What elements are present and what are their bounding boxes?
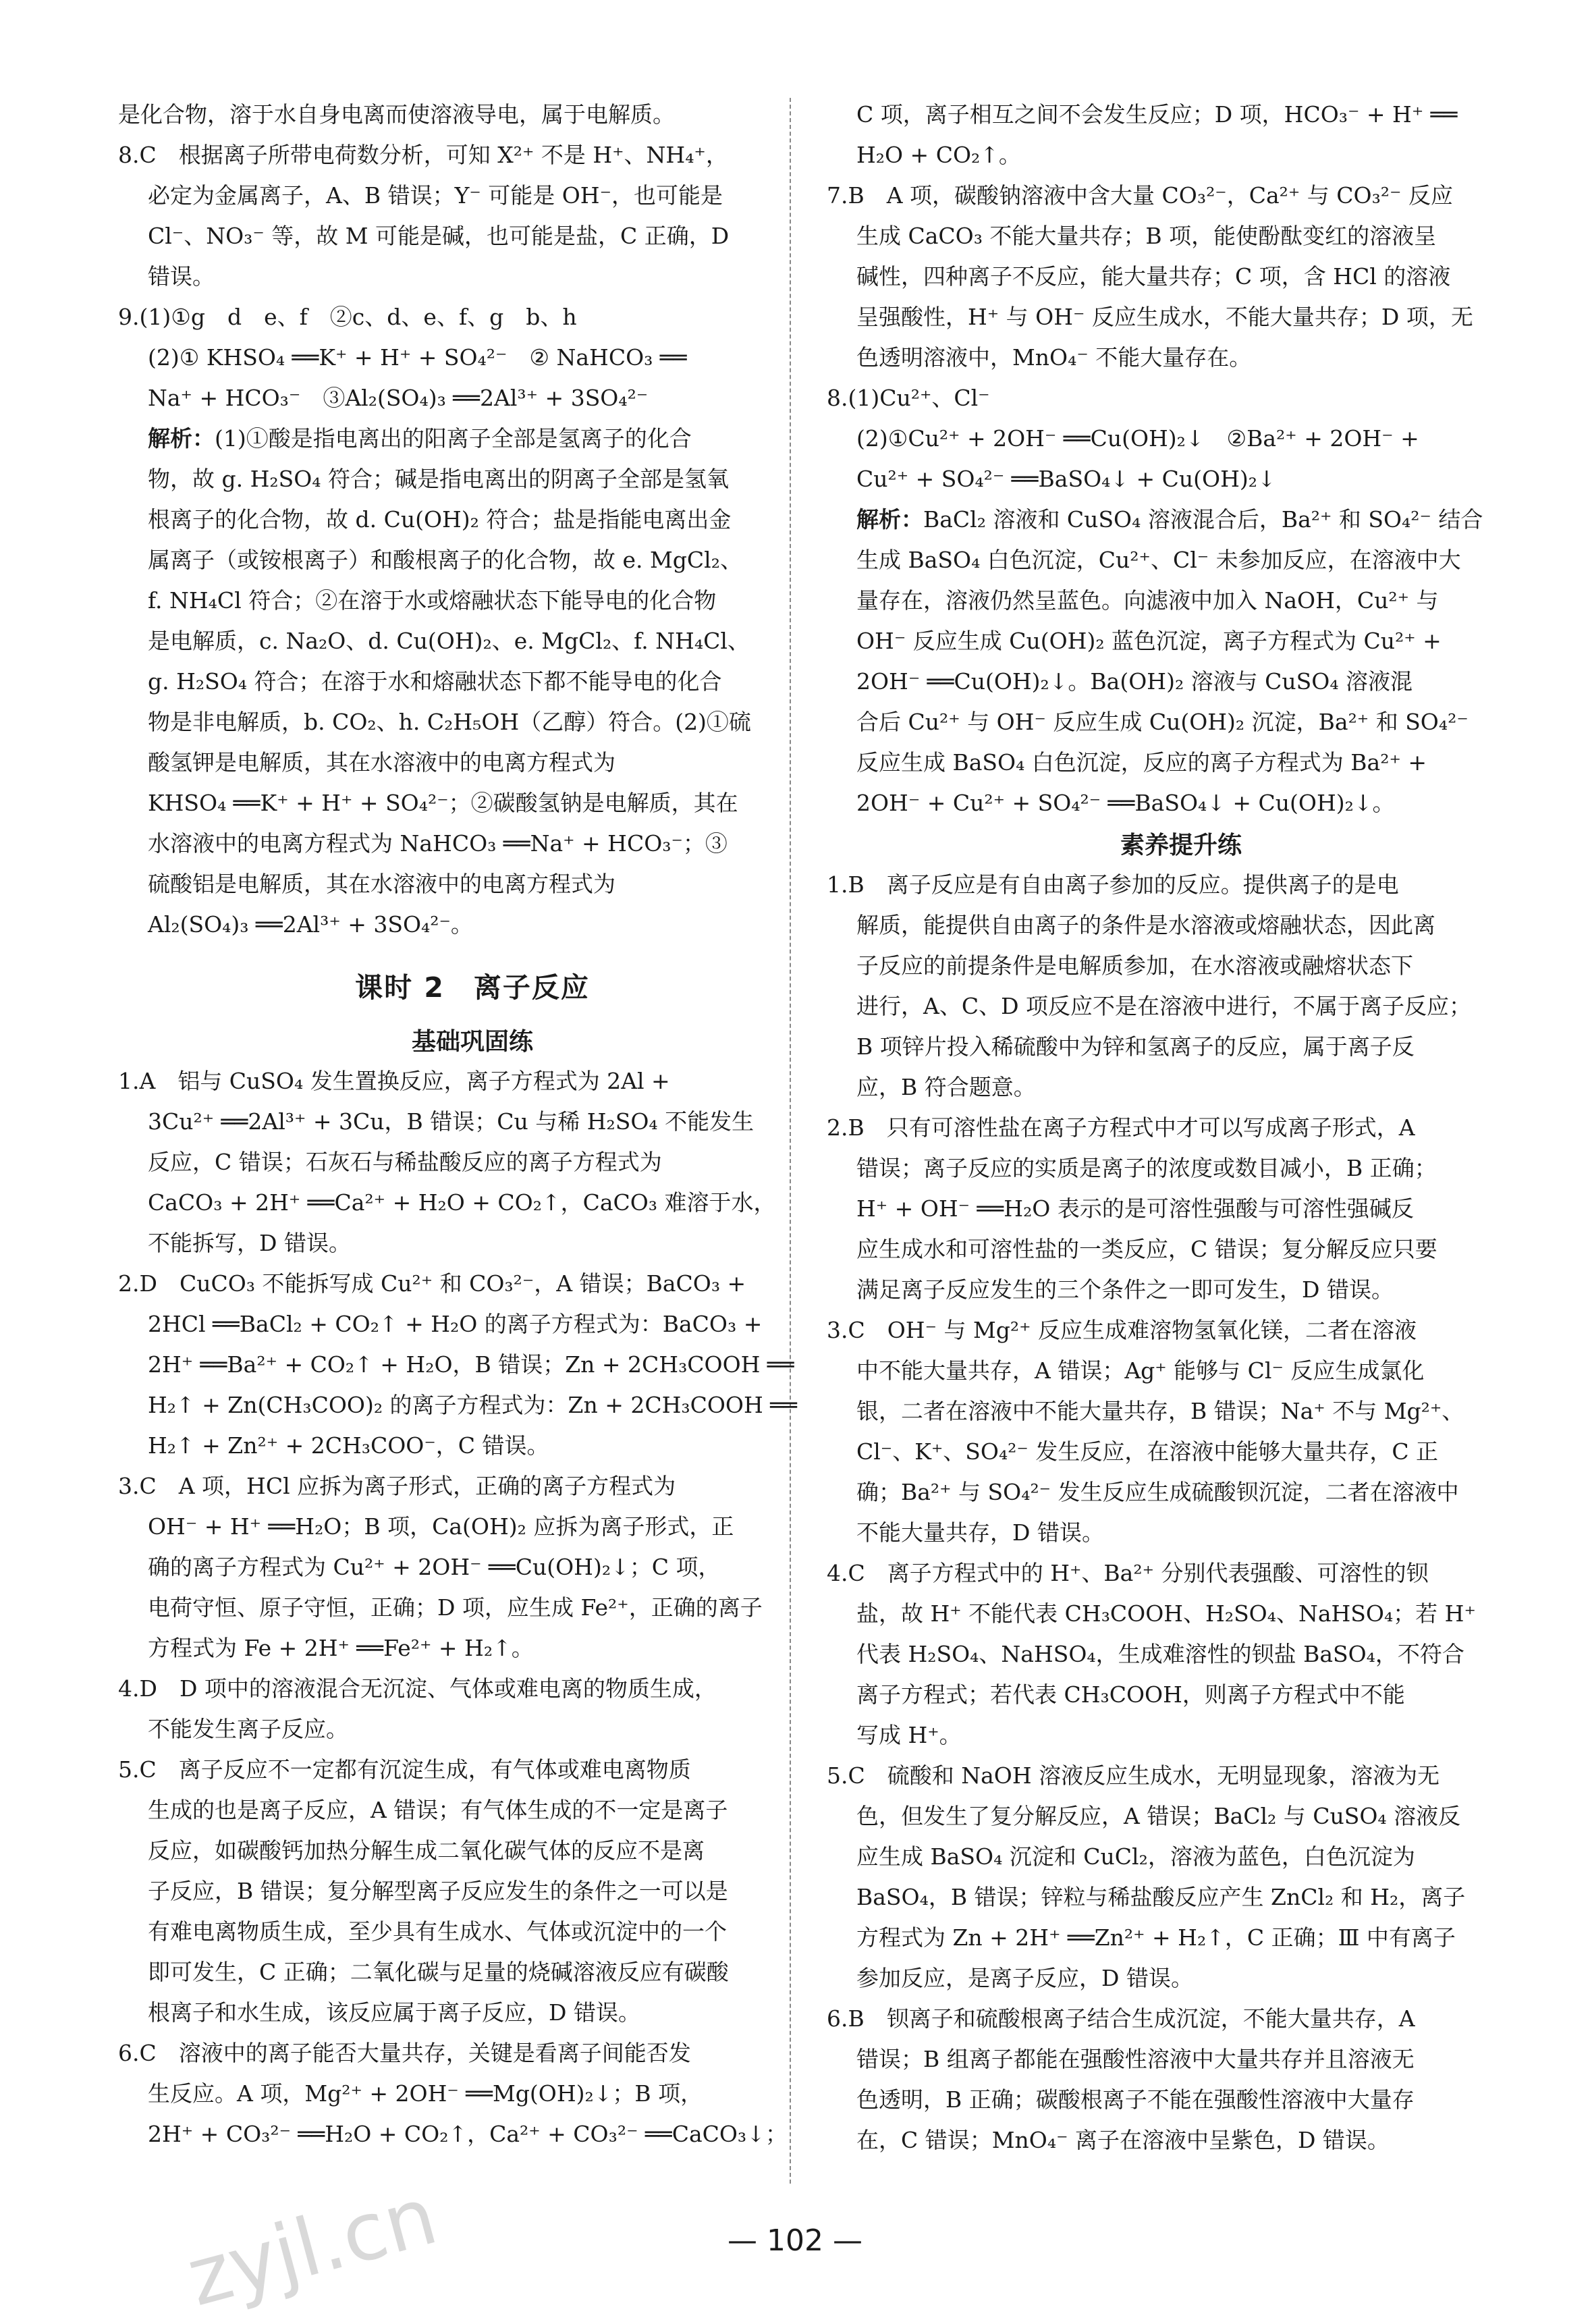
answer-line: 错误；离子反应的实质是离子的浓度或数目减小，B 正确； — [856, 1155, 1437, 1181]
analysis-line: OH⁻ 反应生成 Cu(OH)₂ 蓝色沉淀，离子方程式为 Cu²⁺ + — [856, 628, 1442, 654]
answer-line: 3.C A 项，HCl 应拆为离子形式，正确的离子方程式为 — [118, 1473, 676, 1499]
section-title-basic: 基础巩固练 — [411, 1028, 533, 1056]
answer-line: 应，B 符合题意。 — [856, 1074, 1036, 1100]
answer-line: Cl⁻、K⁺、SO₄²⁻ 发生反应，在溶液中能够大量共存，C 正 — [856, 1438, 1439, 1465]
answer-line: 2.D CuCO₃ 不能拆写成 Cu²⁺ 和 CO₃²⁻，A 错误；BaCO₃ + — [118, 1270, 746, 1297]
analysis-line: g. H₂SO₄ 符合；在溶于水和熔融状态下都不能导电的化合 — [148, 668, 722, 695]
answer-line: OH⁻ + H⁺ ══H₂O；B 项，Ca(OH)₂ 应拆为离子形式，正 — [148, 1513, 734, 1540]
answer-line: 应生成 BaSO₄ 沉淀和 CuCl₂，溶液为蓝色，白色沉淀为 — [856, 1843, 1415, 1870]
answer-line: 6.B 钡离子和硫酸根离子结合生成沉淀，不能大量共存，A — [827, 2005, 1415, 2032]
analysis-line: 2OH⁻ + Cu²⁺ + SO₄²⁻ ══BaSO₄↓ + Cu(OH)₂↓。 — [856, 790, 1395, 816]
analysis-text: (1)①酸是指电离出的阳离子全部是氢离子的化合 — [215, 425, 692, 452]
analysis-line: 反应生成 BaSO₄ 白色沉淀，反应的离子方程式为 Ba²⁺ + — [856, 749, 1427, 776]
answer-line: 即可发生，C 正确；二氧化碳与足量的烧碱溶液反应有碳酸 — [148, 1959, 729, 1985]
answer-line: 银，二者在溶液中不能大量共存，B 错误；Na⁺ 不与 Mg²⁺、 — [856, 1398, 1464, 1424]
answer-6-continued — [827, 94, 1535, 175]
answer-1 — [118, 1061, 827, 1264]
answer-line: Cl⁻、NO₃⁻ 等，故 M 可能是碱，也可能是盐，C 正确，D — [148, 223, 730, 249]
answer-line: 方程式为 Fe + 2H⁺ ══Fe²⁺ + H₂↑。 — [148, 1635, 534, 1661]
answer-line: 8.(1)Cu²⁺、Cl⁻ — [827, 385, 990, 411]
answer-line: 不能拆写，D 错误。 — [148, 1230, 351, 1256]
answer-line: 方程式为 Zn + 2H⁺ ══Zn²⁺ + H₂↑，C 正确；Ⅲ 中有离子 — [856, 1924, 1456, 1951]
answer-line: 色，但发生了复分解反应，A 错误；BaCl₂ 与 CuSO₄ 溶液反 — [856, 1803, 1461, 1829]
answer-line: 参加反应，是离子反应，D 错误。 — [856, 1965, 1193, 1991]
answer-line: 错误；B 组离子都能在强酸性溶液中大量共存并且溶液无 — [856, 2046, 1415, 2072]
answer-line: H₂O + CO₂↑。 — [856, 142, 1021, 168]
analysis-line: f. NH₄Cl 符合；②在溶于水或熔融状态下能导电的化合物 — [148, 587, 717, 614]
answer-line: B 项锌片投入稀硫酸中为锌和氢离子的反应，属于离子反 — [856, 1033, 1415, 1060]
analysis-line: 是电解质，c. Na₂O、d. Cu(OH)₂、e. MgCl₂、f. NH₄Cl、 — [148, 628, 750, 654]
answer-line: 确；Ba²⁺ 与 SO₄²⁻ 发生反应生成硫酸钡沉淀，二者在溶液中 — [856, 1479, 1459, 1505]
answer-line: H⁺ + OH⁻ ══H₂O 表示的是可溶性强酸与可溶性强碱反 — [856, 1195, 1414, 1222]
answer-line: 代表 H₂SO₄、NaHSO₄，生成难溶性的钡盐 BaSO₄，不符合 — [856, 1641, 1464, 1667]
answer-b4 — [827, 1553, 1535, 1756]
answer-b5 — [827, 1756, 1535, 1999]
analysis-line: 合后 Cu²⁺ 与 OH⁻ 反应生成 Cu(OH)₂ 沉淀，Ba²⁺ 和 SO₄²⁻ — [856, 709, 1469, 735]
answer-8-right — [827, 378, 1535, 823]
answer-line: 8.C 根据离子所带电荷数分析，可知 X²⁺ 不是 H⁺、NH₄⁺， — [118, 142, 728, 168]
analysis-line: 水溶液中的电离方程式为 NaHCO₃ ══Na⁺ + HCO₃⁻；③ — [148, 830, 728, 857]
answer-line: Na⁺ + HCO₃⁻ ③Al₂(SO₄)₃ ══2Al³⁺ + 3SO₄²⁻ — [148, 385, 649, 411]
answer-line: 有难电离物质生成，至少具有生成水、气体或沉淀中的一个 — [148, 1918, 727, 1945]
answer-line: 生反应。A 项，Mg²⁺ + 2OH⁻ ══Mg(OH)₂↓；B 项， — [148, 2080, 703, 2107]
answer-line: 进行，A、C、D 项反应不是在溶液中进行，不属于离子反应； — [856, 993, 1472, 1019]
answer-3 — [118, 1466, 827, 1669]
analysis-label: 解析： — [148, 425, 215, 452]
analysis-line — [827, 499, 1535, 540]
answer-line: H₂↑ + Zn(CH₃COO)₂ 的离子方程式为：Zn + 2CH₃COOH ══ — [148, 1392, 797, 1418]
analysis-line: KHSO₄ ══K⁺ + H⁺ + SO₄²⁻；②碳酸氢钠是电解质，其在 — [148, 790, 738, 816]
answer-5 — [118, 1750, 827, 2033]
answer-line: (2)① KHSO₄ ══K⁺ + H⁺ + SO₄²⁻ ② NaHCO₃ ══ — [148, 344, 687, 371]
answer-line: 色透明溶液中，MnO₄⁻ 不能大量存在。 — [856, 344, 1252, 371]
answer-line: 电荷守恒、原子守恒，正确；D 项，应生成 Fe²⁺，正确的离子 — [148, 1594, 763, 1621]
answer-b3 — [827, 1310, 1535, 1553]
answer-line: 1.A 铝与 CuSO₄ 发生置换反应，离子方程式为 2Al + — [118, 1068, 670, 1094]
analysis-label: 解析： — [856, 506, 923, 533]
analysis-text: BaCl₂ 溶液和 CuSO₄ 溶液混合后，Ba²⁺ 和 SO₄²⁻ 结合 — [923, 506, 1483, 533]
analysis-line: 物，故 g. H₂SO₄ 符合；碱是指电离出的阴离子全部是氢氧 — [148, 466, 729, 492]
answer-b6 — [827, 1999, 1535, 2161]
answer-line: 2.B 只有可溶性盐在离子方程式中才可以写成离子形式，A — [827, 1114, 1415, 1141]
analysis-line: 根离子的化合物，故 d. Cu(OH)₂ 符合；盐是指能电离出金 — [148, 506, 732, 533]
answer-line: 5.C 离子反应不一定都有沉淀生成，有气体或难电离物质 — [118, 1756, 691, 1783]
answer-line: 必定为金属离子，A、B 错误；Y⁻ 可能是 OH⁻，也可能是 — [148, 182, 723, 209]
analysis-line: 生成 BaSO₄ 白色沉淀，Cu²⁺、Cl⁻ 未参加反应，在溶液中大 — [856, 547, 1461, 573]
answer-line: 盐，故 H⁺ 不能代表 CH₃COOH、H₂SO₄、NaHSO₄；若 H⁺ — [856, 1600, 1476, 1627]
right-column — [827, 94, 1535, 2161]
answer-line: 错误。 — [148, 263, 215, 290]
answer-line: 3.C OH⁻ 与 Mg²⁺ 反应生成难溶物氢氧化镁，二者在溶液 — [827, 1317, 1417, 1343]
answer-line: 反应，如碳酸钙加热分解生成二氧化碳气体的反应不是离 — [148, 1837, 705, 1864]
analysis-line: 物是非电解质，b. CO₂、h. C₂H₅OH（乙醇）符合。(2)①硫 — [148, 709, 751, 735]
answer-line: 生成 CaCO₃ 不能大量共存；B 项，能使酚酞变红的溶液呈 — [856, 223, 1437, 249]
analysis-line: 硫酸铝是电解质，其在水溶液中的电离方程式为 — [148, 871, 615, 897]
answer-line: C 项，离子相互之间不会发生反应；D 项，HCO₃⁻ + H⁺ ══ — [856, 101, 1458, 128]
analysis-line: 量存在，溶液仍然呈蓝色。向滤液中加入 NaOH，Cu²⁺ 与 — [856, 587, 1439, 614]
answer-line: CaCO₃ + 2H⁺ ══Ca²⁺ + H₂O + CO₂↑，CaCO₃ 难溶于水， — [148, 1189, 776, 1216]
answer-line: 反应，C 错误；石灰石与稀盐酸反应的离子方程式为 — [148, 1149, 662, 1175]
answer-line: 满足离子反应发生的三个条件之一即可发生，D 错误。 — [856, 1276, 1394, 1303]
answer-line: 4.D D 项中的溶液混合无沉淀、气体或难电离的物质生成， — [118, 1675, 717, 1702]
answer-4 — [118, 1669, 827, 1750]
answer-line: 呈强酸性，H⁺ 与 OH⁻ 反应生成水，不能大量共存；D 项，无 — [856, 304, 1473, 330]
answer-line: 子反应的前提条件是电解质参加，在水溶液或融熔状态下 — [856, 952, 1413, 979]
answer-line: 6.C 溶液中的离子能否大量共存，关键是看离子间能否发 — [118, 2040, 691, 2066]
answer-9 — [118, 297, 827, 945]
answer-line: 色透明，B 正确；碳酸根离子不能在强酸性溶液中大量存 — [856, 2086, 1415, 2113]
watermark-logo: zyjl.cn — [177, 2168, 446, 2324]
page-number: — 102 — — [728, 2223, 862, 2258]
analysis-line: 属离子（或铵根离子）和酸根离子的化合物，故 e. MgCl₂、 — [148, 547, 742, 573]
answer-line: 不能发生离子反应。 — [148, 1716, 348, 1742]
lesson-title: 课时 2 离子反应 — [355, 971, 590, 1004]
answer-line: 碱性，四种离子不反应，能大量共存；C 项，含 HCl 的溶液 — [856, 263, 1451, 290]
answer-8 — [118, 135, 827, 297]
answer-line: Cu²⁺ + SO₄²⁻ ══BaSO₄↓ + Cu(OH)₂↓ — [856, 466, 1276, 492]
answer-line: BaSO₄，B 错误；锌粒与稀盐酸反应产生 ZnCl₂ 和 H₂，离子 — [856, 1884, 1466, 1910]
answer-line: 离子方程式；若代表 CH₃COOH，则离子方程式中不能 — [856, 1681, 1405, 1708]
answer-line: (2)①Cu²⁺ + 2OH⁻ ══Cu(OH)₂↓ ②Ba²⁺ + 2OH⁻ + — [856, 425, 1419, 452]
analysis-line — [118, 418, 827, 459]
answer-line: 在，C 错误；MnO₄⁻ 离子在溶液中呈紫色，D 错误。 — [856, 2127, 1390, 2153]
answer-line: 1.B 离子反应是有自由离子参加的反应。提供离子的是电 — [827, 871, 1399, 898]
answer-7 — [827, 175, 1535, 378]
answer-line: 2H⁺ + CO₃²⁻ ══H₂O + CO₂↑，Ca²⁺ + CO₃²⁻ ══CaCO₃↓； — [148, 2121, 788, 2147]
answer-line: 5.C 硫酸和 NaOH 溶液反应生成水，无明显现象，溶液为无 — [827, 1762, 1440, 1789]
answer-line: 7.B A 项，碳酸钠溶液中含大量 CO₃²⁻，Ca²⁺ 与 CO₃²⁻ 反应 — [827, 182, 1453, 209]
answer-line: 解质，能提供自由离子的条件是水溶液或熔融状态，因此离 — [856, 912, 1435, 938]
answer-b1 — [827, 865, 1535, 1108]
answer-line: 写成 H⁺。 — [856, 1722, 962, 1748]
answer-b2 — [827, 1108, 1535, 1310]
answer-line: 确的离子方程式为 Cu²⁺ + 2OH⁻ ══Cu(OH)₂↓；C 项， — [148, 1554, 721, 1580]
answer-line: H₂↑ + Zn²⁺ + 2CH₃COO⁻，C 错误。 — [148, 1432, 549, 1459]
answer-6 — [118, 2033, 827, 2155]
answer-line: 中不能大量共存，A 错误；Ag⁺ 能够与 Cl⁻ 反应生成氯化 — [856, 1357, 1425, 1384]
answer-2 — [118, 1264, 827, 1466]
analysis-line: Al₂(SO₄)₃ ══2Al³⁺ + 3SO₄²⁻。 — [148, 911, 473, 938]
answer-line: 子反应，B 错误；复分解型离子反应发生的条件之一可以是 — [148, 1878, 728, 1904]
answer-line: 不能大量共存，D 错误。 — [856, 1519, 1104, 1546]
answer-line: 9.(1)①g d e、f ②c、d、e、f、g b、h — [118, 304, 577, 330]
answer-line: 2HCl ══BaCl₂ + CO₂↑ + H₂O 的离子方程式为：BaCO₃ + — [148, 1311, 763, 1337]
analysis-line: 2OH⁻ ══Cu(OH)₂↓。Ba(OH)₂ 溶液与 CuSO₄ 溶液混 — [856, 668, 1413, 695]
intro-line: 是化合物，溶于水自身电离而使溶液导电，属于电解质。 — [118, 101, 675, 128]
answer-line: 3Cu²⁺ ══2Al³⁺ + 3Cu，B 错误；Cu 与稀 H₂SO₄ 不能发生 — [148, 1108, 755, 1135]
answer-line: 应生成水和可溶性盐的一类反应，C 错误；复分解反应只要 — [856, 1236, 1437, 1262]
answer-line: 根离子和水生成，该反应属于离子反应，D 错误。 — [148, 1999, 640, 2026]
answer-line: 生成的也是离子反应，A 错误；有气体生成的不一定是离子 — [148, 1797, 728, 1823]
section-title-advanced: 素养提升练 — [1120, 832, 1242, 859]
left-column — [118, 94, 827, 2155]
answer-line: 2H⁺ ══Ba²⁺ + CO₂↑ + H₂O，B 错误；Zn + 2CH₃COOH ══ — [148, 1351, 794, 1378]
analysis-line: 酸氢钾是电解质，其在水溶液中的电离方程式为 — [148, 749, 615, 776]
answer-line: 4.C 离子方程式中的 H⁺、Ba²⁺ 分别代表强酸、可溶性的钡 — [827, 1560, 1429, 1586]
